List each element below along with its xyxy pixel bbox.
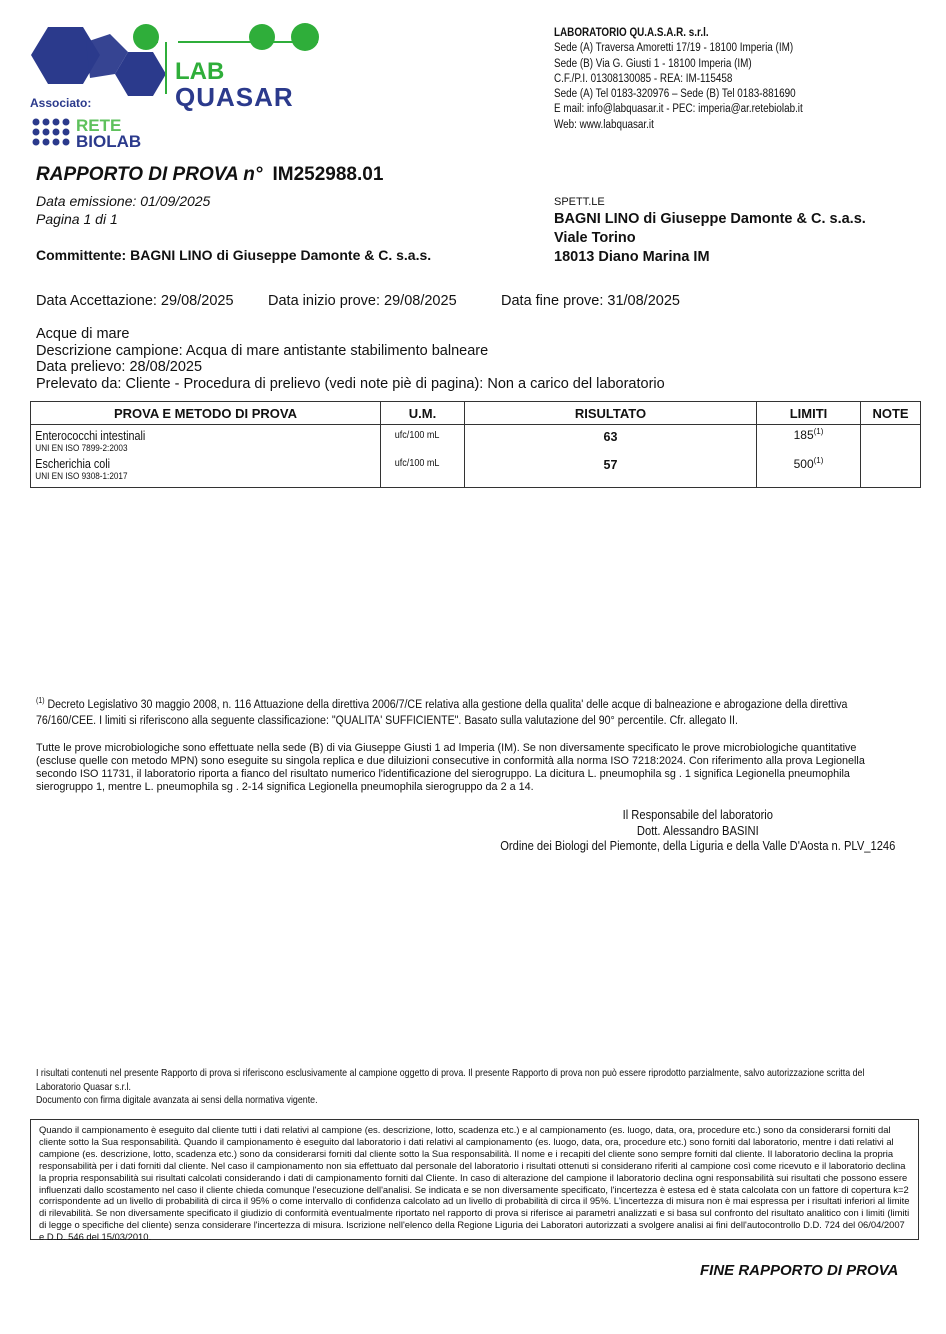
logo-dot-3 xyxy=(291,23,319,51)
col-prova: PROVA E METODO DI PROVA xyxy=(31,402,381,425)
lab-info-line: E mail: info@labquasar.it - PEC: imperia@ar.retebiolab.it xyxy=(554,103,803,116)
table-row xyxy=(31,456,921,488)
committente: Committente: BAGNI LINO di Giuseppe Damonte & C. s.a.s. xyxy=(36,247,432,263)
date-accettazione: Data Accettazione: 29/08/2025 xyxy=(36,293,234,309)
col-limiti: LIMITI xyxy=(757,402,861,425)
end-of-report: FINE RAPPORTO DI PROVA xyxy=(700,1262,899,1279)
decree-line-1: Decreto Legislativo 30 maggio 2008, n. 116 Attuazione della direttiva 2006/7/CE relativa alla gestione della qualita' delle acque di balneazione e abrogazione della direttiva xyxy=(47,697,848,712)
col-um: U.M. xyxy=(381,402,465,425)
disclaimer-line-3: Documento con firma digitale avanzata ai sensi della normativa vigente. xyxy=(36,1095,318,1106)
logo-lab-text: LAB xyxy=(175,58,225,85)
unit: ufc/100 mL xyxy=(394,456,440,469)
lab-info-line: Web: www.labquasar.it xyxy=(554,118,654,131)
logo-dot-2 xyxy=(249,24,275,50)
note-cell xyxy=(861,425,921,456)
unit: ufc/100 mL xyxy=(394,429,440,441)
col-risultato: RISULTATO xyxy=(465,402,757,425)
lab-info-line: Sede (A) Traversa Amoretti 17/19 - 18100 Imperia (IM) xyxy=(554,42,794,55)
recipient-address xyxy=(554,210,866,267)
recipient-name: BAGNI LINO di Giuseppe Damonte & C. s.a.s. xyxy=(554,211,866,227)
signature-block xyxy=(500,807,896,854)
limit-value: 500$^{(1)}$ xyxy=(793,455,824,471)
prova-method: UNI EN ISO 9308-1:2017 xyxy=(35,470,128,482)
emission-date: Data emissione: 01/09/2025 xyxy=(36,193,211,209)
logo-quasar-text: QUASAR xyxy=(175,82,294,112)
report-number: IM252988.01 xyxy=(272,164,384,185)
report-title-label: RAPPORTO DI PROVA n° xyxy=(36,164,263,185)
sampling-responsibility-box: Quando il campionamento è eseguito dal cliente tutti i dati relativi al campione (es. descrizione, lotto, scadenza etc.) e al campionamento (es. luogo, data, ora, procedure etc.) sono da considerarsi forniti dal cliente sotto la Sua responsabilità. Quando il campionamento è eseguito dal laboratorio i dati relativi al campionamento (es. luogo, data, ora, procedure etc.) sono forniti dal laboratorio, mentre i dati relativi al campione (es. descrizione, lotto, scadenza etc.) sono da considerarsi forniti dal cliente sotto la Sua responsabilità. Il nome e i recapiti del cliente sono sempre forniti dal cliente. Il laboratorio declina la propria responsabilità per i dati forniti dal cliente. Nel caso il campionamento non sia effettuato dal personale del laboratorio i risultati ottenuti si considerano riferiti al campione così come ricevuto e il laboratorio declina la propria responsabilità sui risultati calcolati considerando i dati di campionamento forniti dal Cliente. In caso di alterazione del campione il laboratorio declina ogni responsabilità sui risultati che possono essere influenzati dallo scostamento nel caso il cliente chieda comunque l'esecuzione dell'analisi. Se indicata e se non diversamente specificato, l'incertezza è estesa ed è stata calcolata con un fattore di copertura k=2 corrispondente ad un livello di probabilità di circa il 95% o come intervallo di confidenza calcolato ad un livello di probabilità di circa il 95%. L'incertezza di misura non è mai espressa per i risultati inferiori al limite di rilevabilità. Se non diversamente specificato il giudizio di conformità eventualmente riportato nel rapporto di prova si riferisce ai parametri analizzati e si basa sul confronto del risultato analitico con i limiti (limiti di legge o specifiche del cliente) senza considerare l'incertezza di misura. Iscrizione nell'elenco della Regione Liguria dei Laboratori autorizzati a svolgere analisi ai fini dell'autocontrollo D.D. 724 del 06/04/2007 e D.D. 546 del 15/03/2010. xyxy=(30,1119,919,1240)
prova-method: UNI EN ISO 7899-2:2003 xyxy=(35,443,128,454)
signature-role: Il Responsabile del laboratorio xyxy=(622,807,773,822)
logo-dot-1 xyxy=(133,24,159,50)
recipient-city: 18013 Diano Marina IM xyxy=(554,249,710,265)
limit-value: 185$^{(1)}$ xyxy=(793,427,824,442)
biolab-text: BIOLAB xyxy=(76,132,142,149)
col-note: NOTE xyxy=(861,402,921,425)
lab-info-line: C.F./P.I. 01308130085 - REA: IM-115458 xyxy=(554,72,733,85)
lab-info-block xyxy=(554,26,803,133)
date-inizio-prove: Data inizio prove: 29/08/2025 xyxy=(268,293,457,309)
lab-info-line: Sede (B) Via G. Giusti 1 - 18100 Imperia (IM) xyxy=(554,57,752,70)
page-number: Pagina 1 di 1 xyxy=(36,211,118,227)
rete-text: RETE xyxy=(76,116,122,135)
microbiology-note: Tutte le prove microbiologiche sono effettuate nella sede (B) di via Giuseppe Giusti 1 ad Imperia (IM). Se non diversamente specificato le prove microbiologiche quantitative (escluse quelle con metodo MPN) sono eseguite su singola replica e due diluizioni consecutive in conformità alla norma ISO 7218:2024. Con riferimento alla prova Legionella secondo ISO 11731, il laboratorio riporta a fianco del risultato numerico l'identificazione del sierogruppo. La dicitura L. pneumophila sg . 1 significa Legionella pneumophila sierogruppo 1, mentre L. pneumophila sg . 2-14 significa Legionella pneumophila sierogruppo da 2 a 14. xyxy=(36,742,865,793)
disclaimer-line-2: Laboratorio Quasar s.r.l. xyxy=(36,1081,132,1093)
note-cell xyxy=(861,456,921,488)
lab-name: LABORATORIO QU.A.S.A.R. s.r.l. xyxy=(554,27,709,39)
disclaimer xyxy=(36,1067,922,1108)
results-table xyxy=(30,401,921,488)
sample-type: Acque di mare xyxy=(36,326,130,342)
lab-info-line: Sede (A) Tel 0183-320976 – Sede (B) Tel 0183-881690 xyxy=(554,88,796,101)
result-value: 57 xyxy=(603,457,618,472)
decree-note xyxy=(36,693,915,728)
signature-name: Dott. Alessandro BASINI xyxy=(636,822,759,838)
rete-biolab-logo xyxy=(30,115,165,149)
spett-label: SPETT.LE xyxy=(554,196,605,208)
sample-description: Descrizione campione: Acqua di mare antistante stabilimento balneare xyxy=(36,342,489,359)
decree-line-2: 76/160/CEE. I limiti si riferiscono alla seguente classificazione: "QUALITA' SUFFICIENTE". Basato sulla valutazione del 90° percentile. Cfr. allegato II. xyxy=(36,712,738,727)
disclaimer-line-1: I risultati contenuti nel presente Rapporto di prova si riferiscono esclusivamente al campione oggetto di prova. Il presente Rapporto di prova non può essere riprodotto parzialmente, salvo autorizzazione scritta del xyxy=(36,1068,865,1079)
sample-info xyxy=(36,326,665,392)
recipient-street: Viale Torino xyxy=(554,230,636,246)
prova-name: Escherichia coli xyxy=(35,456,110,471)
table-header-row xyxy=(31,402,921,425)
result-value: 63 xyxy=(603,430,618,444)
table-row xyxy=(31,425,921,456)
report-title xyxy=(36,164,383,186)
signature-registration: Ordine dei Biologi del Piemonte, della Liguria e della Valle D'Aosta n. PLV_1246 xyxy=(500,838,896,854)
date-fine-prove: Data fine prove: 31/08/2025 xyxy=(501,293,680,309)
associato-label: Associato: xyxy=(30,96,92,110)
sample-date: Data prelievo: 28/08/2025 xyxy=(36,359,203,375)
sample-taken-by: Prelevato da: Cliente - Procedura di prelievo (vedi note piè di pagina): Non a carico del laboratorio xyxy=(36,375,665,392)
prova-name: Enterococchi intestinali xyxy=(35,429,146,443)
note-ref: (1) xyxy=(36,696,45,705)
